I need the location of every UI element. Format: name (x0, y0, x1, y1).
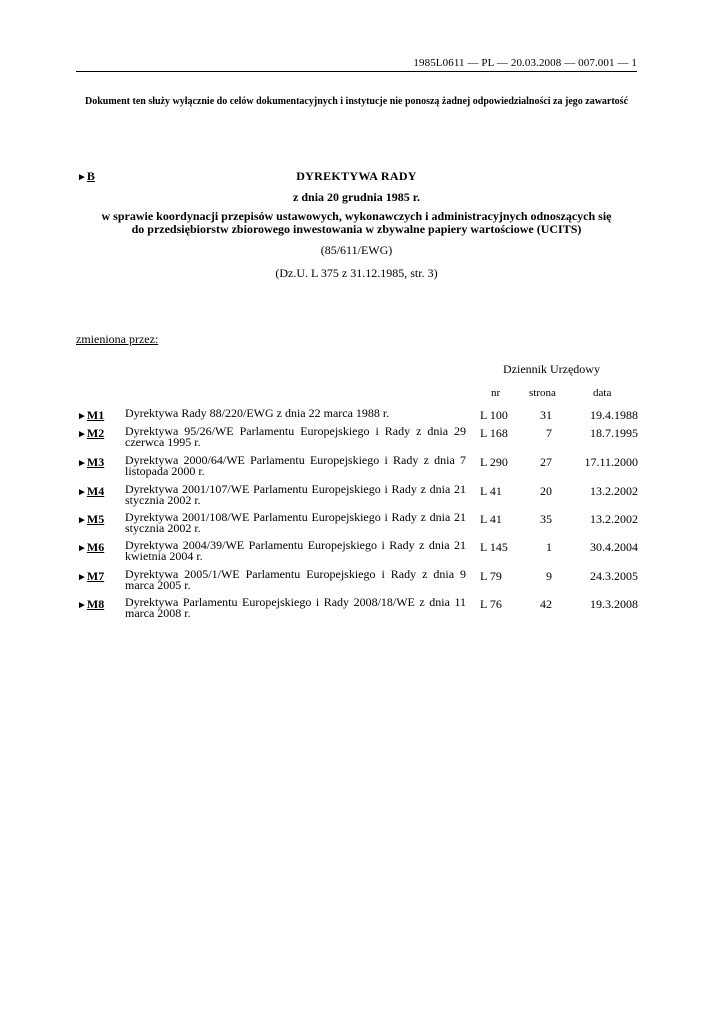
arrow-marker-icon: ► (77, 600, 87, 611)
amendment-code[interactable]: M5 (86, 512, 105, 526)
amendment-oj-date: 13.2.2002 (590, 484, 638, 498)
amendment-code[interactable]: M6 (86, 540, 105, 554)
arrow-marker-icon: ► (77, 411, 87, 422)
amendment-description: Dyrektywa 2005/1/WE Parlamentu Europejskiego i Rady z dnia 9 marca 2005 r. (125, 567, 466, 592)
amendment-code[interactable]: M2 (86, 426, 105, 440)
amendment-code[interactable]: M1 (86, 408, 105, 422)
amendment-marker[interactable] (77, 408, 104, 423)
amendment-description: Dyrektywa 2001/107/WE Parlamentu Europejskiego i Rady z dnia 21 stycznia 2002 r. (125, 482, 466, 507)
arrow-marker-icon: ► (77, 572, 87, 583)
amendment-oj-page: 35 (540, 512, 552, 526)
amendment-oj-number: L 76 (480, 597, 502, 611)
amendment-description: Dyrektywa 95/26/WE Parlamentu Europejskiego i Rady z dnia 29 czerwca 1995 r. (125, 424, 466, 449)
arrow-marker-icon: ► (77, 543, 87, 554)
arrow-marker-icon: ► (77, 172, 87, 183)
amendment-oj-page: 31 (540, 408, 552, 422)
arrow-marker-icon: ► (77, 515, 87, 526)
column-header-page: strona (529, 387, 556, 399)
base-act-marker-code[interactable]: B (86, 169, 95, 183)
directive-number: (85/611/EWG) (320, 243, 393, 257)
amendment-marker[interactable] (77, 455, 104, 470)
directive-subject-line: w sprawie koordynacji przepisów ustawowych, wykonawczych i administracyjnych odnoszących się (101, 209, 612, 223)
document-reference: 1985L0611 — PL — 20.03.2008 — 007.001 — 1 (413, 57, 637, 69)
amendment-oj-page: 20 (540, 484, 552, 498)
amendment-oj-page: 1 (546, 540, 552, 554)
amendment-oj-page: 42 (540, 597, 552, 611)
disclaimer-text: Dokument ten służy wyłącznie do celów dokumentacyjnych i instytucje nie ponoszą żadnej odpowiedzialności za jego zawartość (84, 96, 629, 107)
directive-date: z dnia 20 grudnia 1985 r. (293, 190, 420, 204)
amendment-oj-date: 13.2.2002 (590, 512, 638, 526)
amendment-oj-number: L 145 (480, 540, 508, 554)
arrow-marker-icon: ► (77, 458, 87, 469)
amendment-marker[interactable] (77, 597, 104, 612)
column-header-nr: nr (491, 387, 501, 399)
amendment-oj-date: 18.7.1995 (590, 426, 638, 440)
amendment-description: Dyrektywa 2000/64/WE Parlamentu Europejskiego i Rady z dnia 7 listopada 2000 r. (125, 453, 466, 478)
amendment-oj-date: 24.3.2005 (590, 569, 638, 583)
amendment-marker[interactable] (77, 569, 104, 584)
amendment-oj-number: L 100 (480, 408, 508, 422)
amendment-description: Dyrektywa 2004/39/WE Parlamentu Europejskiego i Rady z dnia 21 kwietnia 2004 r. (125, 538, 466, 563)
amendment-oj-number: L 168 (480, 426, 508, 440)
amendment-oj-page: 7 (546, 426, 552, 440)
amendment-code[interactable]: M7 (86, 569, 105, 583)
amendment-marker[interactable] (77, 484, 104, 499)
column-header-date: data (593, 387, 612, 399)
amendment-code[interactable]: M4 (86, 484, 105, 498)
amendment-oj-number: L 41 (480, 512, 502, 526)
amendment-marker[interactable] (77, 426, 104, 441)
amendment-marker[interactable] (77, 512, 104, 527)
amendment-oj-number: L 41 (480, 484, 502, 498)
arrow-marker-icon: ► (77, 429, 87, 440)
amendment-description: Dyrektywa Rady 88/220/EWG z dnia 22 marca 1988 r. (125, 406, 390, 420)
amendment-oj-number: L 290 (480, 455, 508, 469)
amendment-oj-date: 19.4.1988 (590, 408, 638, 422)
directive-subject-line: do przedsiębiorstw zbiorowego inwestowania w zbywalne papiery wartościowe (UCITS) (131, 222, 582, 236)
amendment-oj-date: 17.11.2000 (584, 455, 638, 469)
amendment-marker[interactable] (77, 540, 104, 555)
amendment-code[interactable]: M3 (86, 455, 105, 469)
arrow-marker-icon: ► (77, 487, 87, 498)
amended-by-label: zmieniona przez: (76, 332, 159, 346)
amendment-oj-number: L 79 (480, 569, 502, 583)
official-journal-heading: Dziennik Urzędowy (503, 362, 600, 376)
directive-title: DYREKTYWA RADY (296, 169, 417, 183)
amendment-oj-page: 9 (546, 569, 552, 583)
amendment-code[interactable]: M8 (86, 597, 105, 611)
amendment-description: Dyrektywa 2001/108/WE Parlamentu Europejskiego i Rady z dnia 21 stycznia 2002 r. (125, 510, 466, 535)
amendment-oj-page: 27 (540, 455, 552, 469)
journal-reference: (Dz.U. L 375 z 31.12.1985, str. 3) (275, 266, 438, 280)
amendment-oj-date: 19.3.2008 (590, 597, 638, 611)
amendment-description: Dyrektywa Parlamentu Europejskiego i Rady 2008/18/WE z dnia 11 marca 2008 r. (125, 595, 466, 620)
amendment-oj-date: 30.4.2004 (590, 540, 638, 554)
